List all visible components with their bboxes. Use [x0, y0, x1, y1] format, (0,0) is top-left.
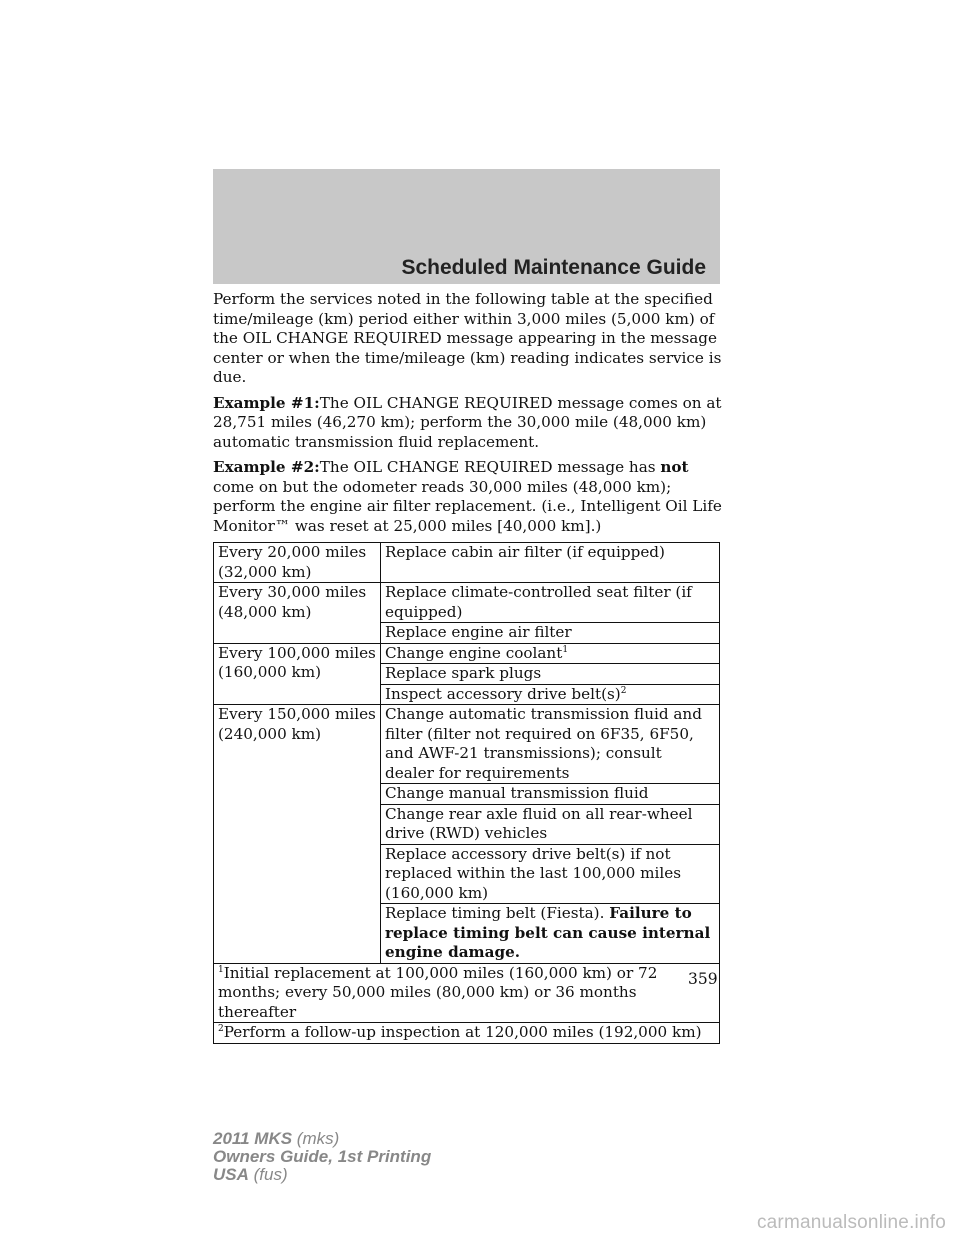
- example-2-text-b: come on but the odometer reads 30,000 miles (48,000 km); perform the engine air filter replacement. (i.e., Intelligent Oil Life Monitor™ was reset at 25,000 miles [40,000 km].): [213, 477, 722, 535]
- interval-cell: Every 100,000 miles (160,000 km): [214, 643, 381, 705]
- example-2-text-a: The OIL CHANGE REQUIRED message has: [319, 458, 661, 476]
- footer-model-code: (mks): [296, 1129, 340, 1148]
- example-1-paragraph: [213, 394, 723, 453]
- service-cell: Replace accessory drive belt(s) if not replaced within the last 100,000 miles (160,000 km): [381, 844, 720, 904]
- service-cell: Replace cabin air filter (if equipped): [381, 543, 720, 583]
- service-cell: Change rear axle fluid on all rear-wheel drive (RWD) vehicles: [381, 804, 720, 844]
- service-cell: [381, 684, 720, 705]
- table-row: [214, 643, 720, 664]
- service-cell: Change automatic transmission fluid and filter (filter not required on 6F35, 6F50, and AWF-21 transmissions); consult dealer for requirements: [381, 705, 720, 784]
- interval-cell: Every 20,000 miles (32,000 km): [214, 543, 381, 583]
- interval-cell: Every 30,000 miles (48,000 km): [214, 583, 381, 644]
- table-row: [214, 705, 720, 784]
- footnote-row: [214, 963, 720, 1023]
- example-2-label: Example #2:: [213, 458, 320, 476]
- footnote-cell: [214, 963, 720, 1023]
- service-cell: [381, 643, 720, 664]
- intro-paragraph: Perform the services noted in the following table at the specified time/mileage (km) period either within 3,000 miles (5,000 km) of the OIL CHANGE REQUIRED message appearing in the message center or when the time/mileage (km) reading indicates service is due.: [213, 290, 722, 386]
- page-content: [213, 290, 723, 1044]
- example-2-paragraph: [213, 458, 723, 536]
- example-1-text: The OIL CHANGE REQUIRED message comes on at 28,751 miles (46,270 km); perform the 30,000 mile (48,000 km) automatic transmission fluid replacement.: [213, 393, 722, 451]
- footnote-row: [214, 1023, 720, 1044]
- table-row: [214, 583, 720, 623]
- example-2-emphasis: not: [660, 458, 689, 476]
- footnote-ref: 2: [620, 685, 627, 696]
- section-title: Scheduled Maintenance Guide: [401, 256, 706, 279]
- service-text: Inspect accessory drive belt(s): [385, 684, 621, 703]
- footer-market: USA: [213, 1165, 249, 1184]
- footer-model: 2011 MKS: [213, 1129, 293, 1148]
- table-row: [214, 543, 720, 583]
- service-text: Replace timing belt (Fiesta).: [385, 904, 610, 922]
- service-cell: Replace climate-controlled seat filter (if equipped): [381, 583, 720, 623]
- footer-line-2: [213, 1148, 431, 1166]
- example-1-label: Example #1:: [213, 393, 320, 412]
- service-cell: Change manual transmission fluid: [381, 784, 720, 805]
- footer-market-code: (fus): [253, 1165, 288, 1184]
- service-cell: Replace engine air filter: [381, 623, 720, 644]
- footnote-cell: [214, 1023, 720, 1044]
- watermark: carmanualsonline.info: [756, 1212, 946, 1233]
- service-cell: [381, 904, 720, 964]
- maintenance-table: [213, 542, 720, 1044]
- interval-cell: Every 150,000 miles (240,000 km): [214, 705, 381, 964]
- page-number: 359: [688, 970, 718, 988]
- footer-line-1: [213, 1130, 431, 1148]
- timing-belt-warning: Failure to replace timing belt can cause internal engine damage.: [385, 904, 711, 961]
- footnote-mark: 1: [218, 964, 224, 975]
- footnote-text: Initial replacement at 100,000 miles (160,000 km) or 72 months; every 50,000 miles (80,000 km) or 36 months thereafter: [218, 963, 658, 1021]
- service-cell: Replace spark plugs: [381, 664, 720, 685]
- print-footer: [213, 1130, 431, 1184]
- footnote-text: Perform a follow-up inspection at 120,000 miles (192,000 km): [223, 1023, 702, 1041]
- footnote-ref: 1: [562, 644, 569, 655]
- footer-line-3: [213, 1166, 431, 1184]
- footnote-mark: 2: [218, 1023, 224, 1034]
- section-header-band: [213, 169, 720, 284]
- footer-printing: Owners Guide, 1st Printing: [213, 1147, 432, 1166]
- service-text: Change engine coolant: [385, 643, 563, 662]
